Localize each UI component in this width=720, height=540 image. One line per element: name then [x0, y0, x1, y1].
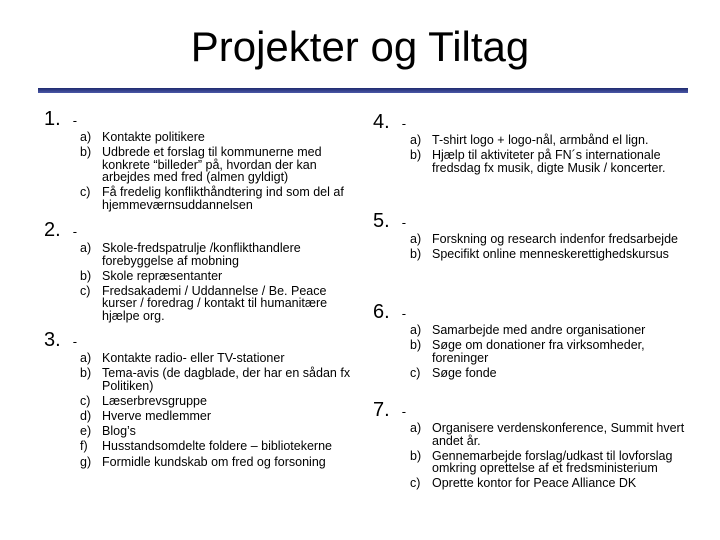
item-text: Formidle kundskab om fred og forsoning [102, 454, 326, 469]
item-marker: a) [80, 241, 92, 255]
list-item [410, 339, 700, 364]
section-dash: - [401, 404, 407, 419]
list-item [410, 450, 700, 475]
section-number: 4. [373, 111, 390, 133]
item-marker: b) [80, 268, 92, 283]
item-text: Hjælp til aktiviteter på FN´s internationale fredsdag fx musik, digte Musik / koncerter. [432, 148, 666, 175]
section-4-heading [373, 110, 406, 136]
section-3-heading [44, 328, 77, 354]
item-text: Fredsakademi / Uddannelse / Be. Peace kurser / foredrag / kontakt til humanitære hjælpe org. [102, 283, 328, 323]
item-text: Kontakte politikere [102, 130, 205, 144]
section-dash: - [401, 116, 407, 131]
list-item [80, 285, 355, 323]
item-text: Udbrede et forslag til kommunerne med konkrete “billeder” på, hvordan der kan arbejdes med fred (almen gyldigt) [102, 145, 322, 185]
section-dash: - [72, 224, 78, 239]
list-item [80, 425, 355, 438]
item-text: Skole repræsentanter [102, 268, 223, 283]
section-4-list [410, 134, 700, 177]
section-2-heading [44, 218, 77, 244]
list-item [410, 233, 700, 246]
list-item [80, 367, 355, 392]
section-1-heading [44, 107, 77, 133]
list-item [410, 367, 700, 380]
item-marker: c) [80, 185, 91, 200]
section-7-list [410, 422, 700, 493]
section-6-heading [373, 300, 406, 326]
item-marker: g) [80, 454, 92, 469]
list-item [80, 395, 355, 408]
section-3-list [80, 352, 355, 471]
item-marker: a) [410, 421, 422, 435]
item-marker: e) [80, 424, 92, 439]
item-text: Skole-fredspatrulje /konflikthandlere forebyggelse af mobning [102, 241, 301, 268]
section-7-heading [373, 398, 406, 424]
list-item [80, 352, 355, 365]
list-item [410, 248, 700, 261]
section-5-heading [373, 209, 406, 235]
section-dash: - [401, 215, 407, 230]
section-6-list [410, 324, 700, 382]
item-text: Blog’s [102, 424, 136, 439]
section-2-list [80, 242, 355, 325]
item-text: Få fredelig konflikthåndtering ind som del af hjemmeværnsuddannelsen [102, 185, 344, 212]
title-divider [38, 88, 688, 93]
item-text: Hverve medlemmer [102, 409, 212, 424]
item-text: Tema-avis (de dagblade, der har en sådan fx Politiken) [102, 366, 351, 393]
section-dash: - [72, 113, 78, 128]
item-text: Organisere verdenskonference, Summit hvert andet år. [432, 421, 685, 448]
item-text: Forskning og research indenfor fredsarbejde [432, 232, 678, 246]
section-number: 7. [373, 399, 390, 421]
item-marker: b) [410, 148, 422, 163]
list-item [80, 456, 355, 469]
item-text: T-shirt logo + logo-nål, armbånd el lign. [432, 133, 649, 147]
list-item [80, 270, 355, 283]
section-number: 3. [44, 329, 61, 351]
item-marker: c) [410, 365, 421, 380]
list-item [410, 134, 700, 147]
section-dash: - [72, 334, 78, 349]
item-marker: f) [80, 439, 88, 454]
item-text: Søge om donationer fra virksomheder, foreninger [432, 338, 645, 365]
item-text: Husstandsomdelte foldere – bibliotekerne [102, 439, 332, 454]
item-text: Oprette kontor for Peace Alliance DK [432, 476, 637, 491]
item-marker: b) [80, 366, 92, 381]
list-item [410, 149, 700, 174]
item-marker: b) [410, 247, 422, 262]
item-marker: b) [410, 338, 422, 353]
list-item [80, 146, 355, 184]
item-marker: c) [80, 283, 91, 298]
section-number: 5. [373, 210, 390, 232]
item-text: Søge fonde [432, 365, 497, 380]
item-marker: b) [410, 448, 422, 463]
item-marker: b) [80, 145, 92, 160]
section-1-list [80, 131, 355, 214]
item-marker: c) [410, 476, 421, 491]
item-marker: a) [410, 232, 422, 246]
list-item [80, 440, 355, 453]
list-item [80, 186, 355, 211]
list-item [80, 242, 355, 267]
item-marker: a) [410, 133, 422, 147]
section-number: 6. [373, 301, 390, 323]
list-item [410, 324, 700, 337]
list-item [410, 477, 700, 490]
section-dash: - [401, 306, 407, 321]
item-marker: a) [410, 323, 422, 337]
item-text: Samarbejde med andre organisationer [432, 323, 646, 337]
item-text: Gennemarbejde forslag/udkast til lovforslag omkring oprettelse af et fredsministerium [432, 448, 673, 476]
list-item [410, 422, 700, 447]
item-marker: c) [80, 393, 91, 408]
section-number: 1. [44, 108, 61, 130]
list-item [80, 410, 355, 423]
item-marker: a) [80, 130, 92, 144]
item-text: Kontakte radio- eller TV-stationer [102, 351, 285, 365]
item-marker: d) [80, 409, 92, 424]
section-number: 2. [44, 219, 61, 241]
section-5-list [410, 233, 700, 263]
item-text: Læserbrevsgruppe [102, 393, 207, 408]
slide-title: Projekter og Tiltag [190, 23, 530, 70]
item-marker: a) [80, 351, 92, 365]
list-item [80, 131, 355, 144]
item-text: Specifikt online menneskerettighedskursus [432, 247, 669, 262]
